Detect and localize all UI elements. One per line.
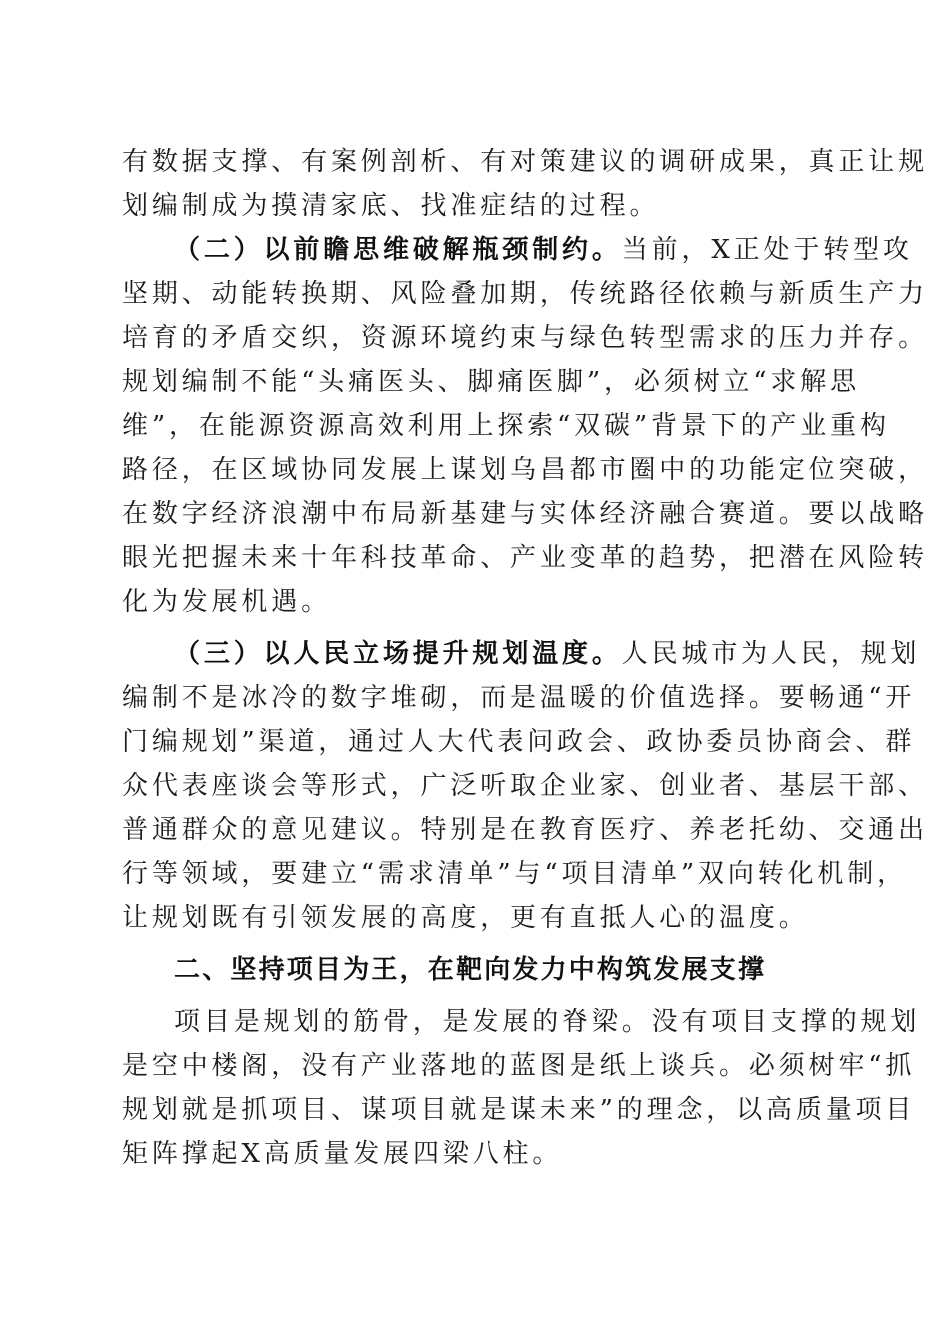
subsection-heading-2: （二）以前瞻思维破解瓶颈制约。当前，X正处于转型攻: [0, 230, 950, 270]
subsection-heading-title: （二）以前瞻思维破解瓶颈制约。: [174, 235, 622, 265]
text-line: 规划就是抓项目、谋项目就是谋未来”的理念，以高质量项目: [122, 1095, 916, 1125]
subsection-heading-3: （三）以人民立场提升规划温度。人民城市为人民，规划: [0, 634, 950, 674]
text-line: 矩阵撑起X高质量发展四梁八柱。: [122, 1139, 563, 1169]
section-heading: [0, 950, 950, 990]
text-line: 编制不是冰冷的数字堆砌，而是温暖的价值选择。要畅通“开: [122, 683, 916, 713]
text-line: 路径，在区域协同发展上谋划乌昌都市圈中的功能定位突破，: [122, 455, 928, 485]
text-line: 让规划既有引领发展的高度，更有直抵人心的温度。: [122, 903, 809, 933]
text-line: 划编制成为摸清家底、找准症结的过程。: [122, 191, 660, 221]
text-line: 门编规划”渠道，通过人大代表问政会、政协委员协商会、群: [122, 727, 916, 757]
text-line: 化为发展机遇。: [122, 587, 331, 617]
text-line: 培育的矛盾交织，资源环境约束与绿色转型需求的压力并存。: [122, 323, 928, 353]
text-line: 维”，在能源资源高效利用上探索“双碳”背景下的产业重构: [122, 411, 890, 441]
text-line: 眼光把握未来十年科技革命、产业变革的趋势，把潜在风险转: [122, 543, 928, 573]
text-line: 在数字经济浪潮中布局新基建与实体经济融合赛道。要以战略: [122, 499, 928, 529]
text-line: 有数据支撑、有案例剖析、有对策建议的调研成果，真正让规: [122, 147, 928, 177]
text-line: 行等领域，要建立“需求清单”与“项目清单”双向转化机制，: [122, 859, 907, 889]
text-line: 是空中楼阁，没有产业落地的蓝图是纸上谈兵。必须树牢“抓: [122, 1051, 916, 1081]
subsection-heading-title: （三）以人民立场提升规划温度。: [174, 639, 622, 669]
text-line: 项目是规划的筋骨，是发展的脊梁。没有项目支撑的规划: [174, 1007, 921, 1037]
text-line: 普通群众的意见建议。特别是在教育医疗、养老托幼、交通出: [122, 815, 928, 845]
text-line: 规划编制不能“头痛医头、脚痛医脚”，必须树立“求解思: [122, 367, 860, 397]
text-line: 众代表座谈会等形式，广泛听取企业家、创业者、基层干部、: [122, 771, 928, 801]
text-line: 坚期、动能转换期、风险叠加期，传统路径依赖与新质生产力: [122, 279, 928, 309]
section-heading-title: 二、坚持项目为王，在靶向发力中构筑发展支撑: [174, 955, 767, 985]
